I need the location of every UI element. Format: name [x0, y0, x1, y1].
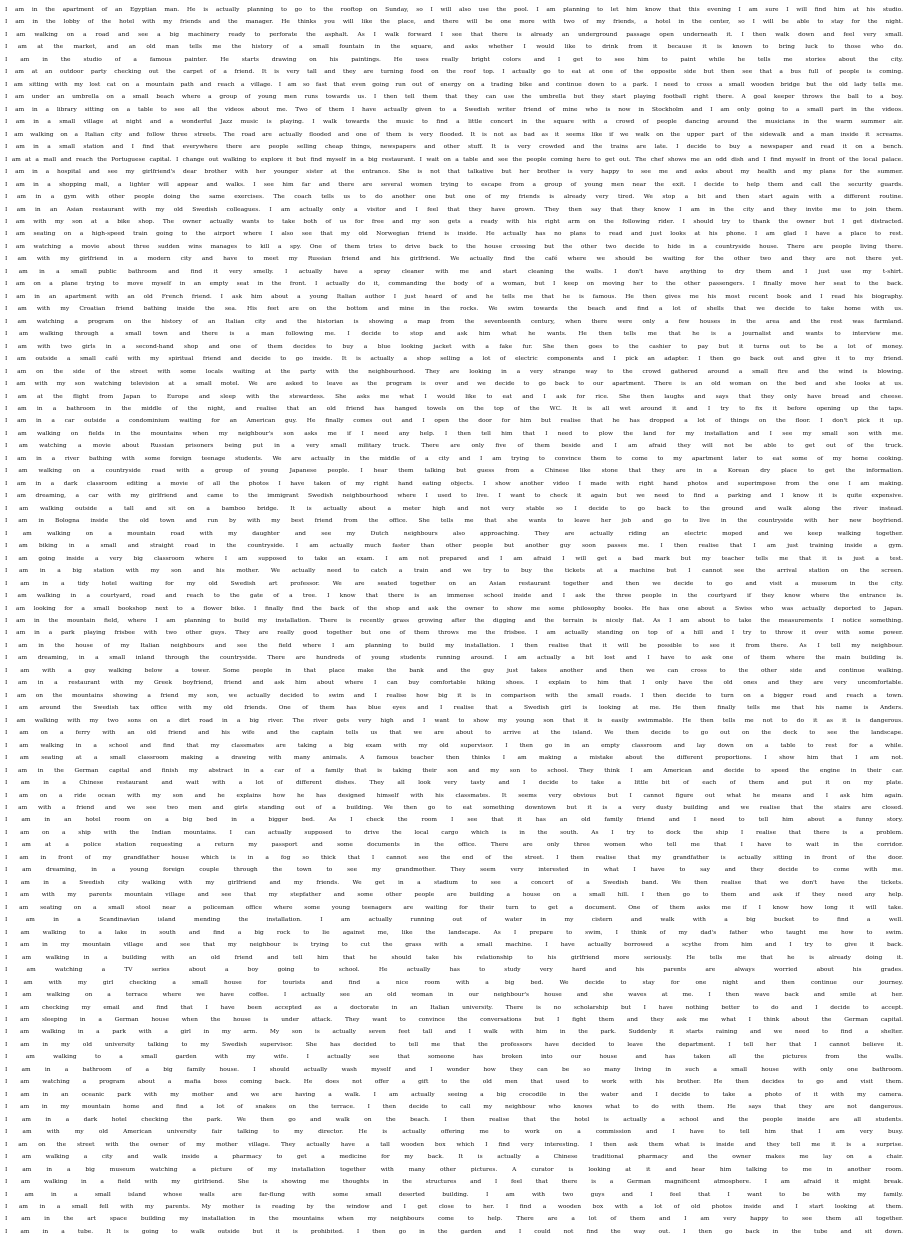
text-line: I am in a library sitting on a table to see all the videos about me. Two of them I have actually given to a Swedish writer friend of mine who is now in Stockholm and I am only going to a small part in the videos. [5, 106, 903, 113]
text-line: I am in a gym with other people doing the same exercises. The coach tells us to do another one but one of my friends is already very tired. We stop a bit and then start again with a different routine. [5, 194, 903, 201]
text-line: I am walking on a countryside road with a group of young Japanese people. I hear them talking but guess from a Chinese like stone that they are in a Korean dry place to get the information. [5, 468, 903, 475]
text-line: I am seating on a high-speed train going to the airport where I also see that my old Norwegian friend is inside. He actually has no plans to read and just looks at his phone. I am glad I have a place to rest. [5, 231, 903, 238]
text-line: I am biking in a small and straight road in the countryside. I am actually much faster than other people but another guy soon passes me. I then realise that I am just training inside a gym. [5, 543, 903, 550]
text-line: I am with my girlfriend in a modern city and have to meet my Russian friend and his girlfriend. We actually find the café where we should be waiting for the other two and they are not there yet. [5, 256, 903, 263]
text-line: I am going inside a very big classroom where I am supposed to take an exam. I am not prepared and I am afraid I will get a bad mark but my teacher tells me that it is just a test. [5, 555, 903, 562]
text-line: I am walking on a Italian city and follow three streets. The road are actually flooded and one of them is very flooded. It is not as bad as it seems like if we walk on the upper part of the sidewalk and a man inside it screams. [5, 131, 903, 138]
text-line: I am in a hospital and see my girlfriend's dear brother with her younger sister at the entrance. She is not that talkative but her brother is very happy to see me and asks about my health and my plans for the summer. [5, 169, 903, 176]
text-line: I am in a tube. It is going to walk outside but it is prohibited. I then go in the garden and I could not find the way out. I then go back in the tube and sit down. [5, 1228, 903, 1235]
text-line: I am with two girls in a second-hand shop and one of them decides to buy a blue looking jacket with a fake fur. She then goes to the cashier to pay but it turns out to be a lot of money. [5, 343, 903, 350]
text-line: I am in a tidy hotel waiting for my old Swedish art professor. We are seated together on an Asian restaurant together and then we decide to go and visit a museum in the city. [5, 580, 903, 587]
text-line: I am walking with my two sons on a dirt road in a big river. The river gets very high and I want to show my young son that it is easily swimmable. He then tells me not to do it as it is dangerous. [5, 717, 903, 724]
text-line: I am in the house of my Italian neighbours and see the field where I am planning to build my installation. I then realise that it will be possible to see it from there. As I tell my neighbour. [5, 642, 903, 649]
text-line: I am in the art space building my installation in the mountains when my neighbours come to help. There are a lot of them and I am very happy to see them all together. [5, 1216, 903, 1223]
text-line: I am dreaming, in a young foreign couple through the town to see my grandmother. They seem very interested in what I have to say and they decide to come with me. [5, 867, 903, 874]
text-line: I am seating on a small stool near a policeman office where some young teenagers are waiting for their turn to get a document. One of them asks me if I know how long it will take. [5, 904, 903, 911]
text-line: I am at an outdoor party checking out the carpet of a friend. It is very tall and they are turning food on the roof top. I actually go to eat at one of the opposite side but then see that a bus full of people is coming. [5, 69, 903, 76]
text-line: I am walking on fields in the mountains when my neighbour's son asks me if I need any help. I then tell him that I need to plow the land for my installation and I see my small son with me. [5, 430, 903, 437]
text-line: I am in front of my grandfather house which is in a fog so thick that I cannot see the end of the street. I then realise that my grandfather is actually sitting in front of the door. [5, 854, 903, 861]
text-line: I am in a park playing frisbee with two other guys. They are really good together but one of them throws me the frisbee. I am actually standing on top of a hill and I try to throw it over with some power. [5, 630, 903, 637]
text-line: I am in Bologna inside the old town and run by with my best friend from the office. She tells me that she wants to leave her job and go to live in the countryside with her new boyfriend. [5, 518, 903, 525]
text-line: I am in the studio of a famous painter. He starts drawing on his paintings. He uses really bright colors and I get to see him to paint while he tells me stories about the city. [5, 56, 903, 63]
text-line: I am at the market, and an old man tells me the history of a small fountain in the square, and asks whether I would like to drink from it because it is known to bring luck to those who do. [5, 44, 903, 51]
text-line: I am looking for a small bookshop next to a flower bike. I finally find the back of the shop and ask the owner to show me some philosophy books. He has one about a Swiss who was actually deported to Japan. [5, 605, 903, 612]
text-line: I am at a police station requesting a return my passport and some documents in the office. There are only three women who tell me that I have to wait in the corridor. [5, 842, 903, 849]
text-line: I am in a small public bathroom and find it very smelly. I actually have a spray cleaner with me and start cleaning the walls. I don't have anything to dry them and I just use my t-shirt. [5, 268, 903, 275]
text-line: I am on a ride ocean with my son and he explains how he has designed himself with his classmates. It seems very obvious but I cannot figure out what he means and I ask him again. [5, 792, 903, 799]
text-line: I am with my girl checking a small house for tourists and find a nice room with a big bed. We decide to stay for one night and then continue our journey. [5, 979, 903, 986]
text-line: I am in a bathroom of a big family house. I should actually wash myself and I wonder how they can be so many living in such a small house with only one bathroom. [5, 1066, 903, 1073]
text-line: I am in a Swedish city walking with my girlfriend and my friends. We get in a stadium to see a concert of a Swedish band. We then realise that we don't have the tickets. [5, 879, 903, 886]
text-line: I am checking my email and find that I have been accepted as a doctorate in an Italian university. There is no scholarship but I have nothing better to do and I decide to accept. [5, 1004, 903, 1011]
text-line: I am watching a movie about three sudden wins manages to kill a spy. One of them tries to drive back to the house crossing but the other two decide to hide in a countryside house. There are people living there. [5, 243, 903, 250]
text-line: I am on the mountains showing a friend my son, we actually decided to swim and I realise how big it is in comparison with the small roads. I then decide to turn on a bigger road and reach a town. [5, 692, 903, 699]
text-line: I am in a shopping mall, a lighter will appear and walks. I see him far and there are several women trying to escape from a group of young men near the exit. I decide to help them and call the security guards. [5, 181, 903, 188]
text-line: I am walking outside a tall and sit on a bamboo bridge. It is actually about a meter high and not very stable so I decide to go back to the ground and walk along the river instead. [5, 505, 903, 512]
text-line: I am walking through a small town and there is a man following me. I decide to stop and ask him what he wants. He then tells me that he is a journalist and wants to interview me. [5, 331, 903, 338]
text-line: I am in the mountain field, where I am planning to build my installation. There is recently grass growing after the digging and the terrain is nicely flat. As I am about to take the measurements I notice something. [5, 617, 903, 624]
text-line: I am with my son at a bike shop. The owner actually wants to take both of us for free and my son gets a ready with his right arm on the following rider. I should try to thank the owner but I get distracted. [5, 218, 903, 225]
text-line: I am walking to a small garden with my wife. I actually see that someone has broken into our house and has taken all the pictures from the walls. [5, 1054, 903, 1061]
document-body [5, 4, 903, 1235]
text-line: I am in a river bathing with some foreign teenage students. We are actually in the middle of a city and I am trying to convince them to come to my apartment later to eat some of my home cooking. [5, 455, 903, 462]
text-line: I am with my parents mountain village and see that my stepfather and some other people are building a house on a small hill. I then go to them and ask if they need any help. [5, 892, 903, 899]
text-line: I am in the lobby of the hotel with my friends and the manager. He thinks you will like the place, and there will be one more with two of my friends, a hotel in the center, so I will be able to stay for the night. [5, 19, 903, 26]
text-line: I am walking to a lake in south and find a big rock to lie against me, like the landscape. As I prepare to swim, I think of my dad's father who taught me how to swim. [5, 929, 903, 936]
text-line: I am with my son watching television at a small motel. We are asked to leave as the program is over and we decide to go back to our apartment. There is an old woman on the bed and she looks at us. [5, 381, 903, 388]
text-line: I am around the Swedish tax office with my old friends. One of them has blue eyes and I realise that a Swedish girl is looking at me. He then finally tells me that his name is Anders. [5, 705, 903, 712]
text-line: I am at the flight from Japan to Europe and sleep with the stewardess. She asks me what I would like to eat and I ask for rice. She then laughs and says that they only have bread and cheese. [5, 393, 903, 400]
text-line: I am in a restaurant with my Greek boyfriend, friend and ask him about where I can buy comfortable hiking shoes. I explain to him that I only have the old ones and they are very uncomfortable. [5, 680, 903, 687]
text-line: I am watching a program on the history of an Italian city and the historian is showing a map from the seventeenth century, when there were only a few houses in the area and the rest was farmland. [5, 318, 903, 325]
text-line: I am dreaming, a car with my girlfriend and came to the immigrant Swedish neighbourhood where I used to live. I want to check it again but we need to find a parking and I know it is quite expensive. [5, 493, 903, 500]
text-line: I am in an apartment with an old French friend. I ask him about a young Italian author I just heard of and he tells me that he is famous. He then gives me his most recent book and I read his biography. [5, 293, 903, 300]
text-line: I am in an oceanic park with my mother and we are having a walk. I am actually seeing a big crocodile in the water and I decide to take a photo of it with my camera. [5, 1091, 903, 1098]
text-line: I am on the street with the owner of my mother village. They actually have a tall wooden box which I find very interesting. I then ask them what is inside and they tell me it is a surprise. [5, 1141, 903, 1148]
text-line: I am in a small village at night and a wonderful Jazz music is playing. I walk towards the music to find a little concert in the square with a crowd of people dancing around the musicians in the warm summer air. [5, 119, 903, 126]
text-line: I am walking in a school and find that my classmates are taking a big exam with my old supervisor. I then go in an empty classroom and lay down on a table to rest for a while. [5, 742, 903, 749]
text-line: I am in a Scandinavian island mending the installation. I am actually running out of water in my cistern and walk with a big bucket to find a well. [5, 917, 903, 924]
text-line: I am on a plane trying to move myself in an empty seat in the front. I actually do it, commanding the body of a woman, but I keep on moving her to the other passengers. I finally move her seat to the back. [5, 281, 903, 288]
text-line: I am walking on a road and see a big machinery ready to perforate the asphalt. As I walk forward I see that there is already an underground passage open underneath it. I then walk down and feel very small. [5, 31, 903, 38]
text-line: I am in an hotel room on a big bed in a bigger bed. As I check the room I see that it has an old family friend and I need to tell him about a funny story. [5, 817, 903, 824]
text-line: I am walking in a building with an old friend and tell him that he should take his relationship to his girlfriend more seriously. He tells me that he is already doing it. [5, 954, 903, 961]
text-line: I am sleeping in a German house when the house is under attack. They want to convince the conversations but I fight them and they ask me what I think about the German capital. [5, 1016, 903, 1023]
text-line: I am in my mountain home and find a lot of snakes on the terrace. I then decide to call my neighbour who knows what to do with them. He says that they are not dangerous. [5, 1104, 903, 1111]
text-line: I am in an Asian restaurant with my old Swedish colleagues. I am actually only a visitor and I feel that they have grown. They then say that they know I am in the city and they invite me to join them. [5, 206, 903, 213]
text-line: I am walking on a terrace where we have coffee. I actually see an old woman in our neighbour's house and she waves at me. I then wave back and smile at her. [5, 992, 903, 999]
text-line: I am walking in a field with my girlfriend. She is showing me thoughts in the structures and I feel that there is a German magnificent atmosphere. I am afraid it might break. [5, 1179, 903, 1186]
text-line: I am in a Chinese restaurant and wait with a lot of different dishes. They all look very tasty and I decide to take a little bit of each of them and put it on my plate. [5, 780, 903, 787]
text-line: I am sitting with my lost cat on a mountain path and reach a village. I am so fast that even going run out of energy on a trading bike and continue down to a park. I need to cross a small wooden bridge but the old lady tells me. [5, 81, 903, 88]
text-line: I am walking in a courtyard, road and reach to the gate of a tree. I know that there is an immense school inside and I ask the three people in the courtyard if they know where the entrance is. [5, 593, 903, 600]
text-line: I am in my old university talking to my Swedish supervisor. She has decided to tell me that the professors have decided to leave the department. I tell her that I cannot believe it. [5, 1041, 903, 1048]
text-line: I am in the apartment of an Egyptian man. He is actually planning to go to the rooftop on Sunday, so I will also use the pool. I am planning to let him know that this evening I am sure I will find him at his studio. [5, 7, 903, 13]
text-line: I am walking on a mountain road with my daughter and see my Dutch neighbours also approaching. They are actually riding an electric moped and we keep walking together. [5, 530, 903, 537]
text-line: I am at a mall and reach the Portuguese capital. I change out walking to explore it but find myself in a big restaurant. I wait on a table and see the people coming here to get out. The chef shows me an odd dish and I find myself in front of the local palace. [5, 156, 903, 163]
text-line: I am under an umbrella on a small beach where a group of young men runs towards us. I then tell them that they can use the umbrella but they start playing football right there. A goal keeper throws the ball to a boy. [5, 94, 903, 101]
text-line: I am outside a small café with my spiritual friend and decide to go inside. It is actually a shop selling a lot of electric components and I pick an adapter. I then go back out and give it to my friend. [5, 356, 903, 363]
text-line: I am walking a city and walk inside a pharmacy to get a medicine for my back. It is actually a Chinese traditional pharmacy and the owner makes me lay on a chair. [5, 1154, 903, 1161]
text-line: I am in a bathroom in the middle of the night, and realise that an old friend has hanged towels on the top of the WC. It is all wet around it and I try to fix it before opening up the taps. [5, 406, 903, 412]
text-line: I am on a ferry with an old friend and his wife and the captain tells us that we are about to arrive at the island. We then decide to go out on the deck to see the landscape. [5, 730, 903, 737]
text-line: I am in a big museum watching a picture of my installation together with many other pictures. A curator is looking at it and hear him talking to me in another room. [5, 1166, 903, 1173]
text-line: I am in a small fell with my parents. My mother is reading by the window and I get close to her. I find a wooden box with a lot of old photos inside and I start looking at them. [5, 1204, 903, 1210]
text-line: I am with my Croatian friend bathing inside the sea. His feet are on the bottom and mine in the rocks. We swim towards the beach and find a lot of shells that we decide to take home with us. [5, 306, 903, 313]
text-line: I am in a dark classroom editing a movie of all the photos I have taken of my right hand eating objects. I show another video I made with right hand photos and superimpose from the one I am making. [5, 480, 903, 487]
text-line: I am in a small station and I find that everywhere there are people selling cheap things, newspapers and other stuff. It is very crowded and the trains are late. I decide to buy a newspaper and read it on a bench. [5, 144, 903, 151]
text-line: I am seating at a small classroom making a drawing with many animals. A famous teacher then thinks I am making a mistake about the different proportions. I show him that I am not. [5, 755, 903, 762]
text-line: I am with my old American university fair talking to my director. He is actually offering me to work on a commission and I have to tell him that I am very busy. [5, 1129, 903, 1136]
text-line: I am in a car outside a condominium waiting for an American guy. He finally comes out and I open the door for him but realise that he has dropped a lot of things on the floor. I don't pick it up. [5, 418, 903, 425]
text-line: I am in a dark hotel checking the park. We then go and walk on the beach. I then realise that the hotel is actually a school and the people inside are all students. [5, 1116, 903, 1123]
text-line: I am with a guy walking below a tower. Some people in that place make the bank and the guy just takes another and then we can cross to the other side and continue walking. [5, 667, 903, 674]
text-line: I am in my mountain village and see that my neighbour is trying to cut the grass with a small machine. I have actually borrowed a scythe from him and I try to give it back. [5, 942, 903, 949]
text-line: I am watching a TV series about a boy going to school. He actually has to study very hard and his parents are always worried about his grades. [5, 967, 903, 974]
text-line: I am watching a movie about Russian prisoners being put in a very small military truck. There are only five of them beside and I am afraid they will not be able to get out of the truck. [5, 443, 903, 450]
text-line: I am watching a program about a mafia boss coming back. He does not offer a gift to the old men that used to work with his brother. He then decides to go and visit them. [5, 1079, 903, 1086]
text-line: I am in the German capital and finish my abstract in a car of a family that is taking their son and my son to school. They think I am American and decide to speed the engine in their car. [5, 767, 903, 774]
text-line: I am with a friend and we see two men and girls standing out of a building. We then go to eat something downtown but it is a very dusty building and we realise that the stairs are closed. [5, 805, 903, 811]
text-line: I am in a small island whose walls are far-flung with some small deserted building. I am with two guys and I feel that I want to be with my family. [5, 1191, 903, 1198]
text-line: I am on a ship with the Indian mountains. I can actually supposed to drive the local cargo which is in the south. As I try to dock the ship I realise that there is a problem. [5, 829, 903, 836]
text-line: I am on the side of the street with some locals waiting at the party with the neighbourhood. They are looking in a very strange way to the crowd gathered around a small fire and the wind is blowing. [5, 368, 903, 375]
text-line: I am walking in a park with a girl in my arm. My son is actually seven feet tall and I walk with him in the park. Suddenly it starts raining and we need to find a shelter. [5, 1029, 903, 1036]
text-line: I am dreaming, in a small inland through the countryside. There are hundreds of young students running around. I am actually a bit lost and I have to ask one of them where the main building is. [5, 655, 903, 662]
text-line: I am in a big station with my son and his mother. We actually need to catch a train and we try to buy the tickets at a machine but I cannot see the arrival station on the screen. [5, 568, 903, 575]
